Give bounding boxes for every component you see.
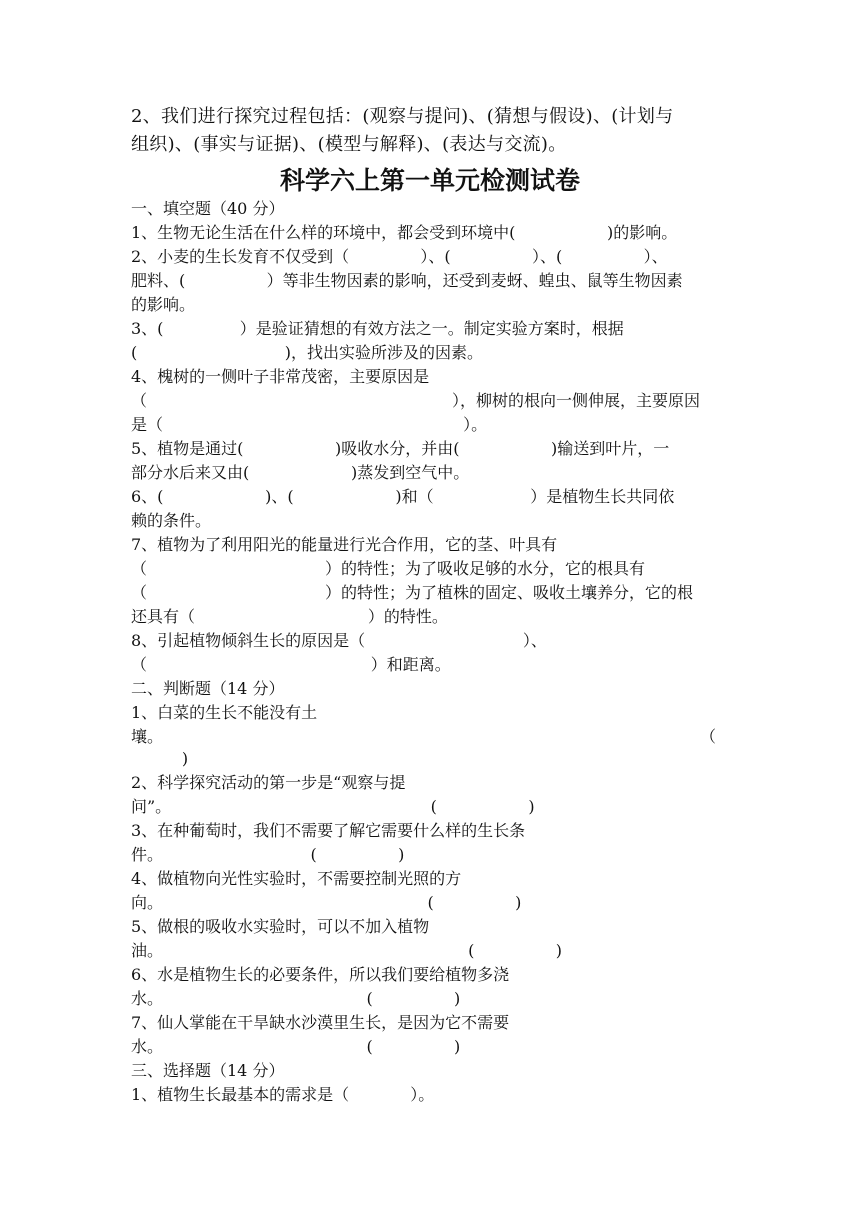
- choice-1: 1、植物生长最基本的需求是（ ）。: [131, 1085, 435, 1104]
- question-4-line-2-right: ），柳树的根向一侧伸展，主要原因: [452, 391, 701, 410]
- judge-6-line-2: 水。 ( ): [131, 989, 461, 1008]
- question-3-line-2: ( )，找出实验所涉及的因素。: [131, 343, 483, 362]
- question-4-line-1: 4、槐树的一侧叶子非常茂密，主要原因是: [131, 367, 430, 386]
- question-2-line-3: 的影响。: [131, 295, 196, 314]
- question-2-line-1: 2、小麦的生长发育不仅受到（ ）、( ）、( ）、: [131, 247, 668, 266]
- question-5-line-2: 部分水后来又由( )蒸发到空气中。: [131, 463, 470, 482]
- question-2-line-2: 肥料、( ）等非生物因素的影响，还受到麦蚜、蝗虫、鼠等生物因素: [131, 271, 683, 290]
- question-4-line-3: 是（ ）。: [131, 415, 488, 434]
- judge-7-line-2: 水。 ( ): [131, 1037, 461, 1056]
- question-4-line-2-left: （: [131, 391, 148, 410]
- question-5-line-1: 5、植物是通过( )吸收水分，并由( )输送到叶片，一: [131, 439, 670, 458]
- judge-4-line-1: 4、做植物向光性实验时，不需要控制光照的方: [131, 869, 462, 888]
- judge-2-line-2: 问”。 ( ): [131, 797, 535, 816]
- question-6-line-1: 6、( )、( )和（ ）是植物生长共同依: [131, 487, 675, 506]
- judge-1-line-1: 1、白菜的生长不能没有土: [131, 703, 318, 722]
- judge-3-line-1: 3、在种葡萄时，我们不需要了解它需要什么样的生长条: [131, 821, 526, 840]
- judge-2-line-1: 2、科学探究活动的第一步是“观察与提: [131, 773, 406, 792]
- question-3-line-1: 3、( ）是验证猜想的有效方法之一。制定实验方案时，根据: [131, 319, 624, 338]
- judge-6-line-1: 6、水是植物生长的必要条件，所以我们要给植物多浇: [131, 965, 510, 984]
- judge-5-line-2: 油。 ( ): [131, 941, 563, 960]
- judge-7-line-1: 7、仙人掌能在干旱缺水沙漠里生长，是因为它不需要: [131, 1013, 510, 1032]
- question-7-line-1: 7、植物为了利用阳光的能量进行光合作用，它的茎、叶具有: [131, 535, 558, 554]
- judge-1-bracket-open: （: [700, 727, 717, 746]
- question-7-line-3: （ ）的特性；为了植株的固定、吸收土壤养分，它的根: [131, 583, 694, 602]
- section-heading-multiple-choice: 三、选择题（14 分）: [131, 1061, 285, 1080]
- question-1: 1、生物无论生活在什么样的环境中，都会受到环境中( )的影响。: [131, 223, 678, 242]
- page-title: 科学六上第一单元检测试卷: [279, 166, 580, 195]
- judge-5-line-1: 5、做根的吸收水实验时，可以不加入植物: [131, 917, 430, 936]
- judge-1-line-2: 壤。: [131, 727, 164, 746]
- question-7-line-4: 还具有（ ）的特性。: [131, 607, 448, 626]
- intro-line-2: 组织)、(事实与证据)、(模型与解释)、(表达与交流)。: [131, 134, 567, 155]
- judge-1-bracket-close: ): [131, 749, 189, 768]
- judge-3-line-2: 件。 ( ): [131, 845, 405, 864]
- judge-4-line-2: 向。 ( ): [131, 893, 522, 912]
- intro-line-1: 2、我们进行探究过程包括：(观察与提问)、(猜想与假设)、(计划与: [131, 106, 674, 127]
- question-7-line-2: （ ）的特性；为了吸收足够的水分，它的根具有: [131, 559, 646, 578]
- section-heading-fill-blank: 一、填空题（40 分）: [131, 199, 285, 218]
- question-6-line-2: 赖的条件。: [131, 511, 212, 530]
- section-heading-true-false: 二、判断题（14 分）: [131, 679, 285, 698]
- question-8-line-1: 8、引起植物倾斜生长的原因是（ ）、: [131, 631, 547, 650]
- question-8-line-2: （ ）和距离。: [131, 655, 451, 674]
